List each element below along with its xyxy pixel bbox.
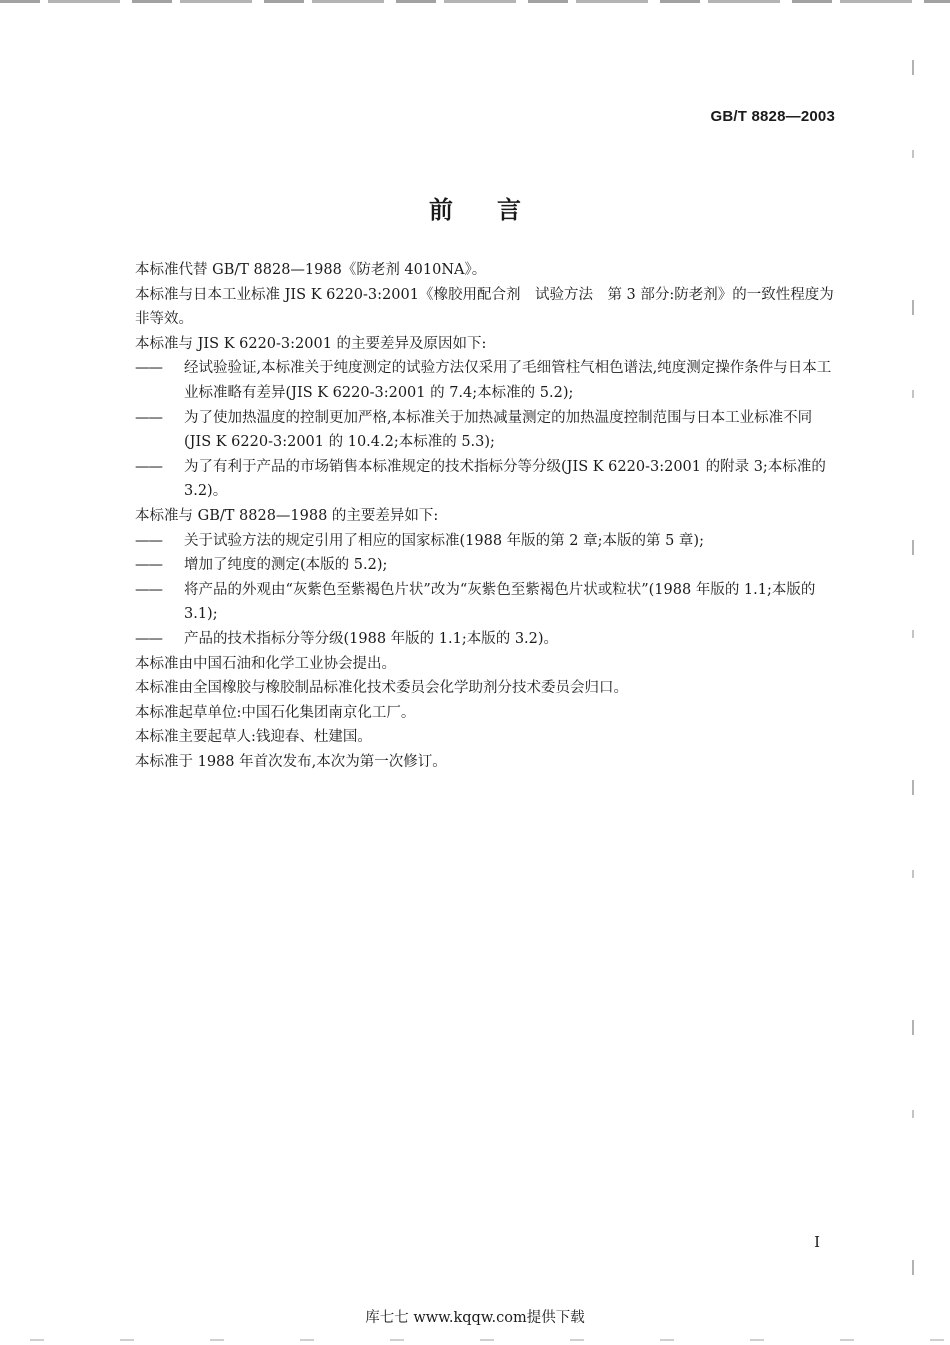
paragraph-history: 本标准于 1988 年首次发布,本次为第一次修订。	[135, 753, 447, 770]
dash-marker: ——	[135, 557, 162, 574]
standard-number: GB/T 8828—2003	[710, 108, 835, 125]
dash-marker: ——	[135, 360, 162, 377]
list-item: —— 经试验验证,本标准关于纯度测定的试验方法仅采用了毛细管柱气相色谱法,纯度测定操作条件与日本工业标准略有差异(JIS K 6220-3:2001 的 7.4;本标准的 5.2);	[135, 356, 835, 405]
list-item: —— 关于试验方法的规定引用了相应的国家标准(1988 年版的第 2 章;本版的第 5 章);	[135, 529, 835, 554]
dash-marker: ——	[135, 581, 162, 598]
paragraph-jis-diff-intro: 本标准与 JIS K 6220-3:2001 的主要差异及原因如下:	[135, 335, 487, 352]
page-title	[0, 190, 950, 225]
dash-marker: ——	[135, 409, 162, 426]
title-char-2: 言	[497, 196, 521, 224]
paragraph-replaces: 本标准代替 GB/T 8828—1988《防老剂 4010NA》。	[135, 262, 487, 278]
list-item: —— 增加了纯度的测定(本版的 5.2);	[135, 553, 835, 578]
scan-edge-top	[0, 0, 950, 3]
list-item: —— 为了有利于产品的市场销售本标准规定的技术指标分等分级(JIS K 6220-3:2001 的附录 3;本标准的 3.2)。	[135, 455, 835, 504]
paragraph-managed-by: 本标准由全国橡胶与橡胶制品标准化技术委员会化学助剂分技术委员会归口。	[135, 680, 628, 697]
paragraph-1988-diff-intro: 本标准与 GB/T 8828—1988 的主要差异如下:	[135, 507, 439, 524]
paragraph-proposed-by: 本标准由中国石油和化学工业协会提出。	[135, 655, 396, 672]
title-char-1: 前	[429, 196, 453, 224]
list-item: —— 产品的技术指标分等分级(1988 年版的 1.1;本版的 3.2)。	[135, 627, 835, 652]
download-watermark: 库七七 www.kqqw.com提供下载	[365, 1310, 585, 1326]
list-item: —— 将产品的外观由“灰紫色至紫褐色片状”改为“灰紫色至紫褐色片状或粒状”(1988 年版的 1.1;本版的 3.1);	[135, 578, 835, 627]
page-number: I	[814, 1233, 820, 1251]
dash-marker: ——	[135, 458, 162, 475]
paragraph-consistency: 本标准与日本工业标准 JIS K 6220-3:2001《橡胶用配合剂 试验方法 第 3 部分:防老剂》的一致性程度为非等效。	[135, 286, 834, 328]
scan-edge-bottom	[0, 1339, 950, 1341]
paragraph-drafting-unit: 本标准起草单位:中国石化集团南京化工厂。	[135, 704, 416, 721]
list-item: —— 为了使加热温度的控制更加严格,本标准关于加热减量测定的加热温度控制范围与日本工业标准不同(JIS K 6220-3:2001 的 10.4.2;本标准的 5.3);	[135, 406, 835, 455]
paragraph-drafters: 本标准主要起草人:钱迎春、杜建国。	[135, 729, 372, 746]
dash-marker: ——	[135, 532, 162, 549]
dash-marker: ——	[135, 630, 162, 647]
foreword-body	[135, 258, 835, 774]
